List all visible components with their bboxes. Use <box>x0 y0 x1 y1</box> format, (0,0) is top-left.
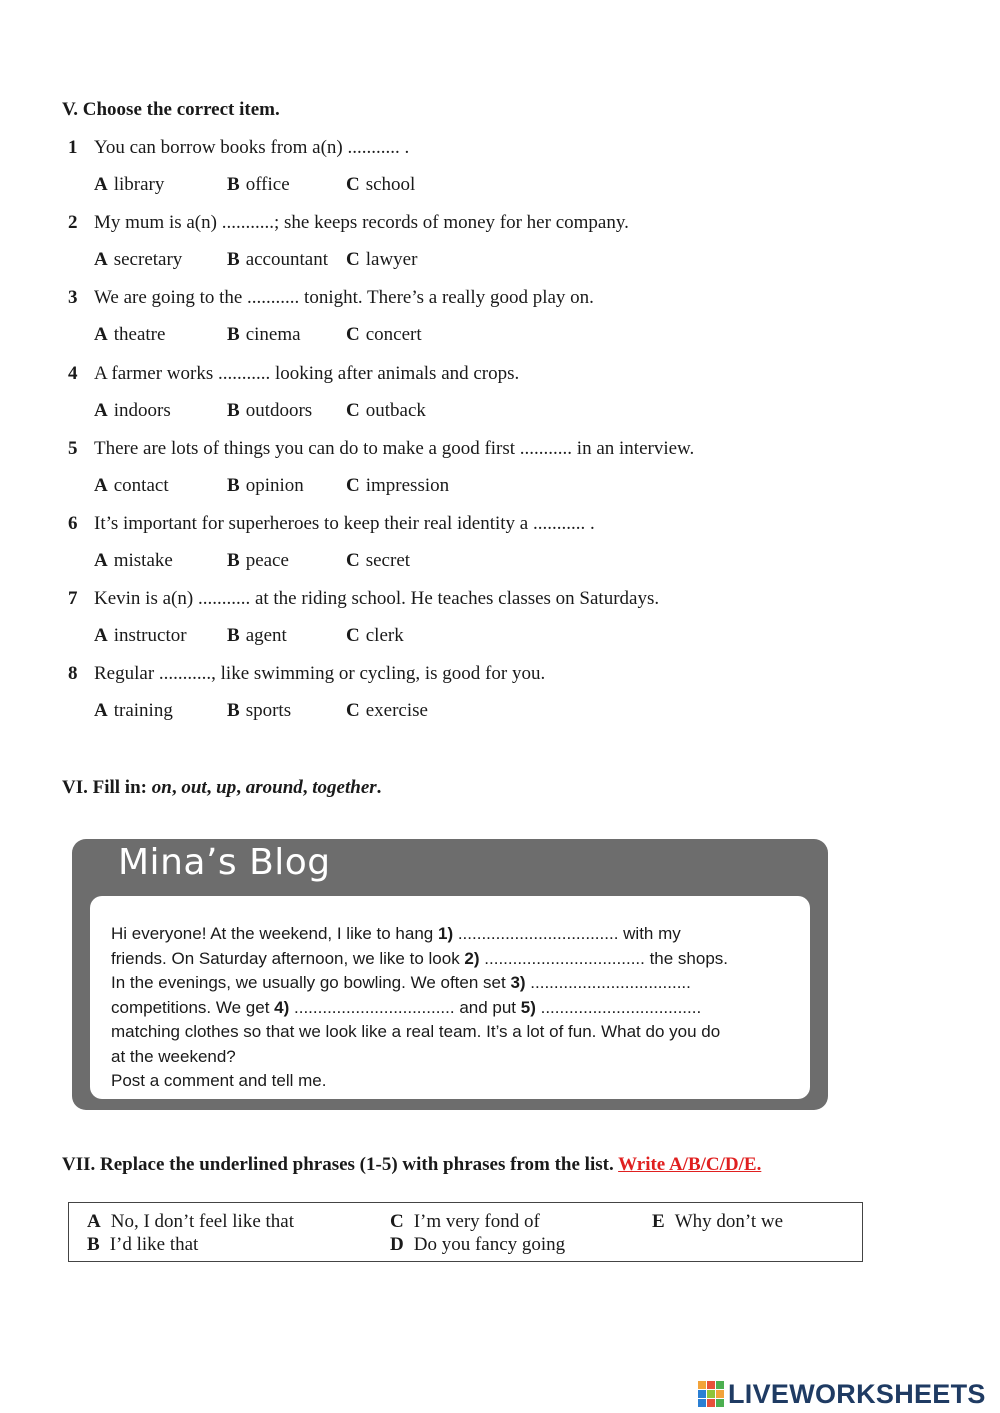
blog-line-6: at the weekend? <box>111 1046 236 1066</box>
option-letter: C <box>346 625 360 647</box>
option-b-q8[interactable] <box>227 700 291 722</box>
option-b-q2[interactable] <box>227 249 328 271</box>
question-text: Kevin is a(n) ........... at the riding school. He teaches classes on Saturdays. <box>94 588 660 610</box>
word-together: together <box>312 777 377 798</box>
blog-text-part: In the evenings, we usually go bowling. We often set <box>111 973 511 992</box>
option-text: outdoors <box>245 399 313 421</box>
phrase-letter: E <box>652 1211 665 1232</box>
blog-line-5: matching clothes so that we look like a real team. It’s a lot of fun. What do you do <box>111 1022 721 1041</box>
phrase-d <box>390 1234 565 1256</box>
option-text: exercise <box>365 700 428 722</box>
phrase-b <box>87 1234 198 1256</box>
phrase-letter: C <box>390 1211 404 1232</box>
option-letter: B <box>227 249 240 271</box>
option-text: school <box>365 174 416 195</box>
phrase-e <box>652 1211 783 1233</box>
question-text: We are going to the ........... tonight. There’s a really good play on. <box>94 287 594 309</box>
phrase-letter: B <box>87 1234 100 1255</box>
phrase-text: Do you fancy going <box>413 1234 566 1255</box>
logo-square <box>707 1399 715 1407</box>
blog-title: Mina’s Blog <box>118 842 331 883</box>
question-4 <box>68 363 519 385</box>
blog-line-3 <box>111 971 801 996</box>
comma: , <box>302 777 308 798</box>
phrase-text: I’m very fond of <box>413 1211 540 1232</box>
option-letter: C <box>346 550 360 571</box>
option-letter: C <box>346 249 360 271</box>
word-on: on <box>151 777 172 798</box>
option-letter: B <box>227 324 240 346</box>
option-text: agent <box>245 625 287 647</box>
question-text: My mum is a(n) ...........; she keeps records of money for her company. <box>94 212 629 234</box>
option-a-q1[interactable] <box>94 174 164 196</box>
comma: , <box>236 777 241 798</box>
option-text: training <box>113 700 173 722</box>
option-letter: A <box>94 249 108 271</box>
option-text: contact <box>113 474 169 496</box>
gap-3[interactable]: .................................. <box>525 973 691 992</box>
option-text: accountant <box>245 249 328 271</box>
option-letter: B <box>227 700 240 722</box>
blog-text <box>111 922 801 1094</box>
option-text: opinion <box>245 474 304 496</box>
question-7 <box>68 588 659 610</box>
blog-line-7: Post a comment and tell me. <box>111 1071 327 1090</box>
logo-square <box>716 1381 724 1389</box>
question-text: It’s important for superheroes to keep their real identity a ........... . <box>94 513 595 534</box>
question-5 <box>68 438 694 460</box>
gap-4[interactable]: .................................. and put <box>289 997 521 1017</box>
option-text: mistake <box>113 550 173 571</box>
question-text: You can borrow books from a(n) ........... . <box>94 137 410 158</box>
blog-text-part: competitions. We get <box>111 997 275 1017</box>
question-number: 3 <box>68 287 78 309</box>
phrase-list-box <box>68 1202 863 1262</box>
logo-square <box>707 1381 715 1389</box>
section-7-instruction: Write A/B/C/D/E. <box>618 1154 762 1175</box>
option-letter: C <box>346 474 360 496</box>
question-number: 5 <box>68 437 78 459</box>
option-letter: B <box>227 625 240 647</box>
option-letter: A <box>94 550 108 571</box>
option-letter: C <box>346 700 360 722</box>
option-b-q3[interactable] <box>227 324 301 346</box>
option-text: lawyer <box>365 249 418 271</box>
logo-square <box>707 1390 715 1398</box>
option-text: secret <box>365 550 411 571</box>
option-c-q6[interactable] <box>346 550 410 572</box>
option-letter: A <box>94 324 108 346</box>
question-number: 2 <box>68 212 78 234</box>
option-a-q6[interactable] <box>94 550 173 572</box>
phrase-text: I’d like that <box>109 1234 199 1255</box>
logo-text: LIVEWORKSHEETS <box>728 1378 986 1409</box>
option-letter: B <box>227 174 240 195</box>
blog-line-4 <box>111 996 801 1021</box>
option-text: peace <box>245 550 289 571</box>
question-text: Regular ..........., like swimming or cycling, is good for you. <box>94 663 546 685</box>
question-6 <box>68 513 595 535</box>
logo-mark-icon <box>698 1381 724 1407</box>
gap-number-2: 2) <box>464 948 480 968</box>
option-letter: C <box>346 399 360 421</box>
option-letter: A <box>94 174 108 195</box>
section-7-heading <box>62 1154 761 1176</box>
option-text: sports <box>245 700 292 722</box>
section-6-prefix: VI. Fill in: <box>62 777 152 798</box>
question-2 <box>68 212 629 234</box>
option-c-q2[interactable] <box>346 249 417 271</box>
section-6-heading <box>62 777 381 799</box>
logo-square <box>716 1399 724 1407</box>
gap-number-1: 1) <box>437 924 454 943</box>
comma: , <box>206 777 212 798</box>
question-number: 7 <box>68 588 78 610</box>
gap-number-4: 4) <box>274 997 290 1017</box>
question-number: 8 <box>68 663 78 685</box>
option-letter: A <box>94 474 108 496</box>
liveworksheets-logo[interactable] <box>698 1378 986 1410</box>
option-text: concert <box>365 324 422 346</box>
word-out: out <box>181 777 207 798</box>
section-5-heading: V. Choose the correct item. <box>62 99 280 120</box>
blog-line-1 <box>111 922 801 947</box>
option-text: outback <box>365 399 426 421</box>
option-c-q5[interactable] <box>346 475 449 497</box>
question-number: 1 <box>68 137 78 158</box>
phrase-letter: D <box>390 1234 404 1255</box>
option-letter: B <box>227 550 240 571</box>
option-a-q7[interactable] <box>94 625 187 647</box>
option-text: clerk <box>365 625 404 647</box>
question-text: There are lots of things you can do to make a good first ........... in an interview. <box>94 437 695 459</box>
option-b-q1[interactable] <box>227 174 290 196</box>
option-letter: B <box>227 399 240 421</box>
option-text: secretary <box>113 249 183 271</box>
option-a-q3[interactable] <box>94 324 165 346</box>
logo-square <box>698 1381 706 1389</box>
question-3 <box>68 287 594 309</box>
option-text: indoors <box>113 399 171 421</box>
gap-5[interactable]: .................................. <box>535 997 702 1017</box>
option-letter: C <box>346 324 360 346</box>
question-8 <box>68 663 545 685</box>
option-a-q5[interactable] <box>94 475 169 497</box>
logo-square <box>698 1390 706 1398</box>
question-text: A farmer works ........... looking after animals and crops. <box>94 362 520 384</box>
option-letter: A <box>94 625 108 647</box>
period: . <box>376 777 382 798</box>
gap-1[interactable]: .................................. with my <box>453 924 681 943</box>
option-text: impression <box>365 474 450 496</box>
phrase-text: Why don’t we <box>674 1211 784 1232</box>
option-c-q4[interactable] <box>346 400 426 422</box>
option-text: office <box>245 174 290 195</box>
question-number: 6 <box>68 513 78 534</box>
word-around: around <box>245 777 303 798</box>
option-c-q8[interactable] <box>346 700 428 722</box>
comma: , <box>171 777 177 798</box>
question-number: 4 <box>68 362 78 384</box>
option-letter: C <box>346 174 360 195</box>
logo-square <box>698 1399 706 1407</box>
gap-number-3: 3) <box>510 973 526 992</box>
phrase-c <box>390 1211 540 1233</box>
blog-line-2 <box>111 947 801 972</box>
logo-square <box>716 1390 724 1398</box>
phrase-a <box>87 1211 294 1233</box>
blog-text-part: friends. On Saturday afternoon, we like to look <box>111 948 465 968</box>
gap-number-5: 5) <box>520 997 536 1017</box>
option-letter: A <box>94 700 108 722</box>
option-b-q5[interactable] <box>227 475 304 497</box>
question-1 <box>68 137 409 159</box>
blog-text-part: Hi everyone! At the weekend, I like to hang <box>111 924 438 943</box>
option-a-q8[interactable] <box>94 700 173 722</box>
option-text: cinema <box>245 324 301 346</box>
option-b-q6[interactable] <box>227 550 289 572</box>
option-b-q4[interactable] <box>227 400 312 422</box>
section-7-title: VII. Replace the underlined phrases (1-5) with phrases from the list. <box>62 1154 619 1175</box>
gap-2[interactable]: .................................. the shops. <box>479 948 729 968</box>
option-a-q2[interactable] <box>94 249 182 271</box>
option-c-q1[interactable] <box>346 174 415 196</box>
option-c-q7[interactable] <box>346 625 404 647</box>
option-text: instructor <box>113 625 187 647</box>
option-c-q3[interactable] <box>346 324 422 346</box>
option-text: theatre <box>113 324 166 346</box>
option-letter: B <box>227 474 240 496</box>
word-up: up <box>216 777 237 798</box>
phrase-letter: A <box>87 1211 101 1232</box>
option-text: library <box>113 174 165 195</box>
phrase-text: No, I don’t feel like that <box>110 1211 294 1232</box>
option-letter: A <box>94 399 108 421</box>
option-a-q4[interactable] <box>94 400 171 422</box>
option-b-q7[interactable] <box>227 625 287 647</box>
